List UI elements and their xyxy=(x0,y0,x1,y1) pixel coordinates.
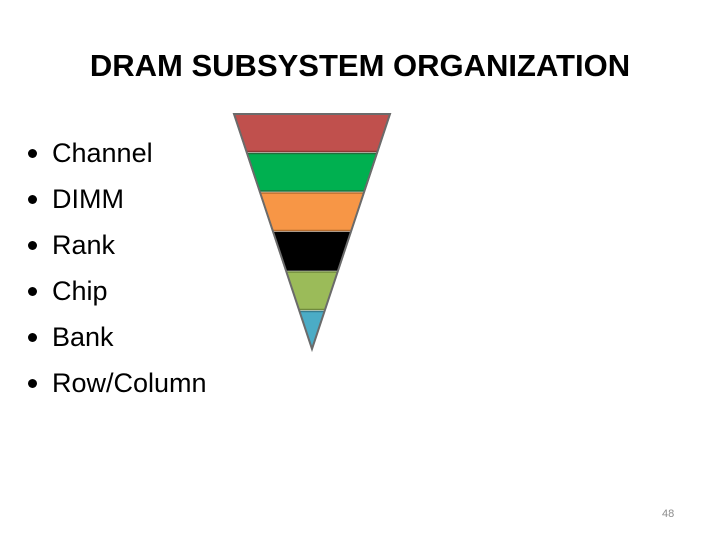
funnel-layer-dimm xyxy=(247,154,377,192)
bullet-label: Row/Column xyxy=(52,367,207,398)
page-number: 48 xyxy=(662,508,675,520)
bullet-label: Rank xyxy=(52,229,116,260)
bullet-label: Bank xyxy=(52,321,114,352)
funnel-layer-rank xyxy=(260,193,364,231)
funnel-layer-row-column xyxy=(300,312,325,350)
bullet-label: Channel xyxy=(52,137,153,168)
bullet-label: Chip xyxy=(52,275,108,306)
bullet-label: DIMM xyxy=(52,183,124,214)
slide-title: DRAM SUBSYSTEM ORGANIZATION xyxy=(89,48,631,83)
funnel-layer-bank xyxy=(286,272,337,310)
funnel-layer-channel xyxy=(234,114,390,152)
